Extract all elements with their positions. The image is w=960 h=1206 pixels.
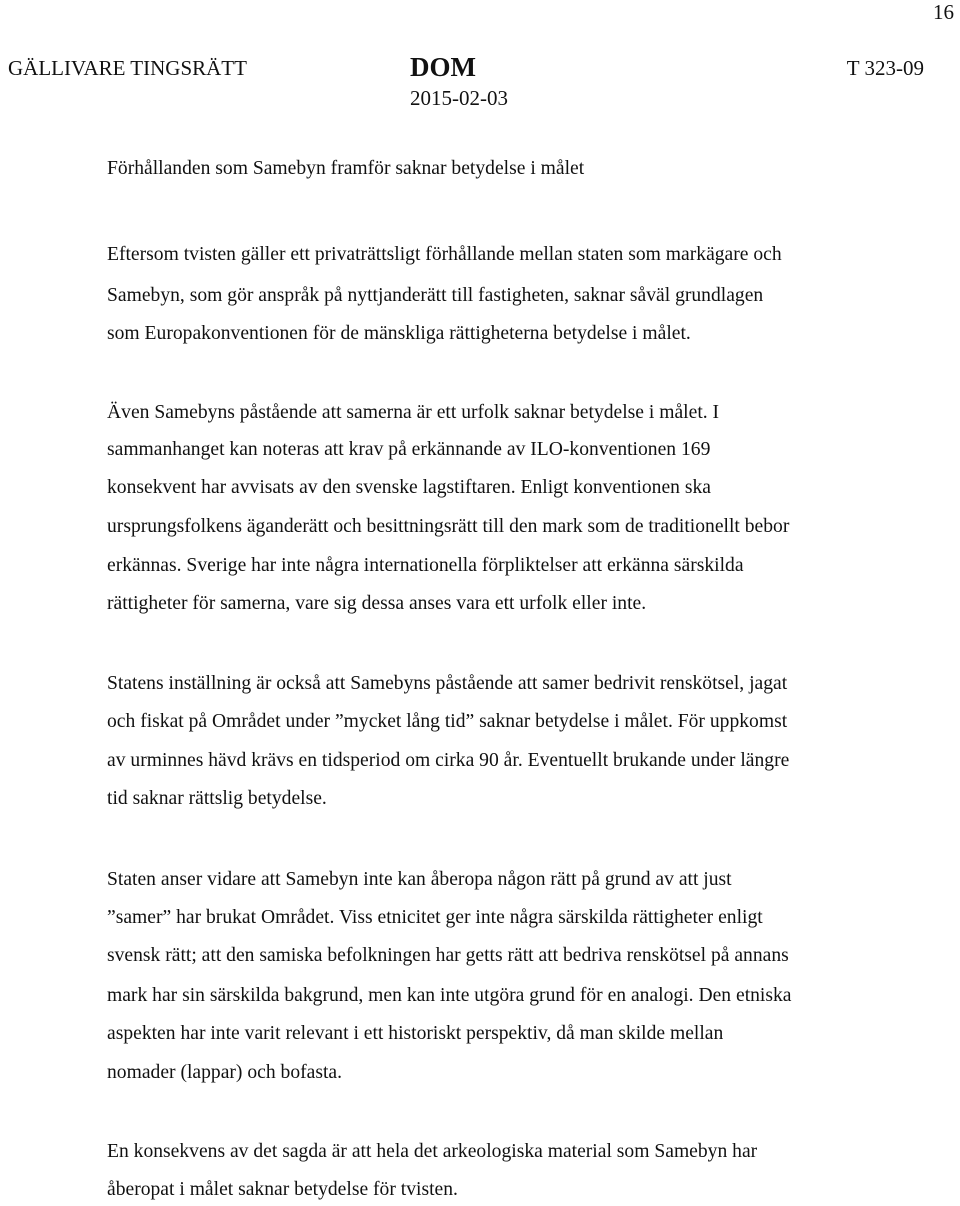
section-heading: Förhållanden som Samebyn framför saknar betydelse i målet [107, 158, 585, 179]
case-number: T 323-09 [846, 56, 924, 80]
text-line: erkännas. Sverige har inte några internationella förpliktelser att erkänna särskilda [107, 555, 744, 576]
text-line: Även Samebyns påstående att samerna är ett urfolk saknar betydelse i målet. I [107, 402, 720, 423]
page-number: 16 [933, 0, 954, 24]
text-line: åberopat i målet saknar betydelse för tvisten. [107, 1179, 458, 1200]
text-line: nomader (lappar) och bofasta. [107, 1062, 343, 1083]
text-line: tid saknar rättslig betydelse. [107, 788, 327, 809]
text-line: som Europakonventionen för de mänskliga rättigheterna betydelse i målet. [107, 323, 691, 344]
text-line: ”samer” har brukat Området. Viss etnicitet ger inte några särskilda rättigheter enligt [107, 907, 763, 928]
text-line: svensk rätt; att den samiska befolkningen har getts rätt att bedriva renskötsel på annans [107, 945, 789, 966]
text-line: Eftersom tvisten gäller ett privaträttsligt förhållande mellan staten som markägare och [107, 244, 782, 265]
text-line: ursprungsfolkens äganderätt och besittningsrätt till den mark som de traditionellt bebor [107, 516, 790, 537]
text-line: av urminnes hävd krävs en tidsperiod om cirka 90 år. Eventuellt brukande under längre [107, 750, 790, 771]
text-line: Staten anser vidare att Samebyn inte kan åberopa någon rätt på grund av att just [107, 869, 732, 890]
text-line: Statens inställning är också att Samebyns påstående att samer bedrivit renskötsel, jagat [107, 673, 788, 694]
court-name: GÄLLIVARE TINGSRÄTT [8, 56, 247, 80]
document-type: DOM [410, 52, 476, 82]
text-line: rättigheter för samerna, vare sig dessa anses vara ett urfolk eller inte. [107, 593, 647, 614]
document-date: 2015-02-03 [410, 86, 508, 110]
text-line: konsekvent har avvisats av den svenske lagstiftaren. Enligt konventionen ska [107, 477, 711, 498]
text-line: mark har sin särskilda bakgrund, men kan inte utgöra grund för en analogi. Den etniska [107, 985, 792, 1006]
text-line: sammanhanget kan noteras att krav på erkännande av ILO-konventionen 169 [107, 439, 711, 460]
text-line: och fiskat på Området under ”mycket lång tid” saknar betydelse i målet. För uppkomst [107, 711, 788, 732]
text-line: aspekten har inte varit relevant i ett historiskt perspektiv, då man skilde mellan [107, 1023, 724, 1044]
text-line: Samebyn, som gör anspråk på nyttjanderätt till fastigheten, saknar såväl grundlagen [107, 285, 764, 306]
text-line: En konsekvens av det sagda är att hela det arkeologiska material som Samebyn har [107, 1141, 758, 1162]
